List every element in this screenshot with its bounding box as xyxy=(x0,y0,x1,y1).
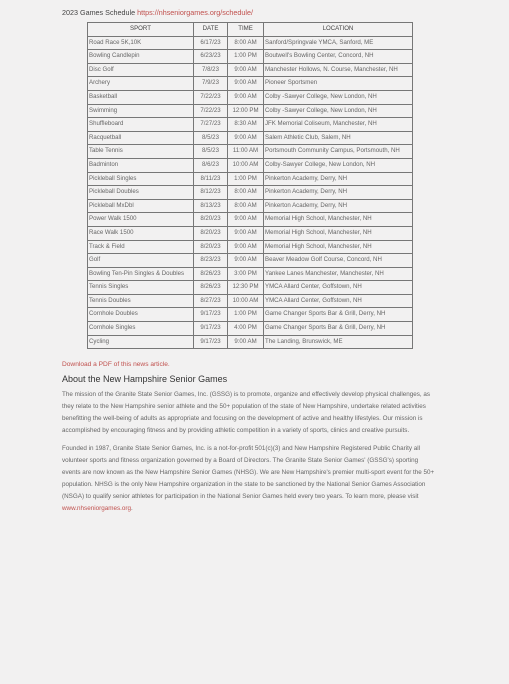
time-cell: 1:00 PM xyxy=(228,308,264,322)
sport-cell: Racquetball xyxy=(88,131,194,145)
date-cell: 8/23/23 xyxy=(194,254,228,268)
location-cell: Salem Athletic Club, Salem, NH xyxy=(264,131,413,145)
location-cell: Pioneer Sportsmen xyxy=(264,77,413,91)
about-paragraph-1: The mission of the Granite State Senior Games, Inc. (GSSG) is to promote, organize and effectively develop physical challenges, as they relate to the New Hampshire senior athlete and the 50+ population of the state of New Hampshire, undertake related activities benefitting the well-being of adults as appropriate and focusing on the development of active and healthy lifestyles. Our mission is accomplished by encouraging fitness and by providing athletic competition in a variety of sports, clinics and creative pursuits. xyxy=(62,391,431,435)
sport-cell: Table Tennis xyxy=(88,145,194,159)
table-row xyxy=(88,172,413,186)
date-cell: 8/20/23 xyxy=(194,240,228,254)
date-cell: 6/23/23 xyxy=(194,50,228,64)
sport-cell: Bowling Candlepin xyxy=(88,50,194,64)
location-cell: Portsmouth Community Campus, Portsmouth, NH xyxy=(264,145,413,159)
table-row xyxy=(88,158,413,172)
time-cell: 3:00 PM xyxy=(228,267,264,281)
sport-cell: Tennis Singles xyxy=(88,281,194,295)
column-header-sport: SPORT xyxy=(88,23,194,37)
location-cell: Memorial High School, Manchester, NH xyxy=(264,240,413,254)
location-cell: Sanford/Springvale YMCA, Sanford, ME xyxy=(264,36,413,50)
date-cell: 7/22/23 xyxy=(194,90,228,104)
column-header-location: LOCATION xyxy=(264,23,413,37)
schedule-table xyxy=(87,22,413,349)
date-cell: 7/22/23 xyxy=(194,104,228,118)
time-cell: 12:30 PM xyxy=(228,281,264,295)
location-cell: Game Changer Sports Bar & Grill, Derry, NH xyxy=(264,322,413,336)
location-cell: Colby -Sawyer College, New London, NH xyxy=(264,104,413,118)
about-paragraph-2-text: Founded in 1987, Granite State Senior Games, Inc. is a not-for-profit 501(c)(3) and New Hampshire Registered Public Charity all volunteer sports and fitness organization governed by a Board of Directors. The Granite State Senior Games' (GSSG's) sporting events are now known as the New Hampshire Senior Games (NHSG). We are New Hampshire's premier multi-sport event for the 50+ population. NHSG is the only New Hampshire organization in the state to be sanctioned by the National Senior Games Association (NSGA) to qualify senior athletes for participation in the National Senior Games held every two years. To learn more, please visit xyxy=(62,445,435,501)
date-cell: 8/5/23 xyxy=(194,131,228,145)
table-row xyxy=(88,213,413,227)
date-cell: 8/20/23 xyxy=(194,213,228,227)
location-cell: Game Changer Sports Bar & Grill, Derry, NH xyxy=(264,308,413,322)
sport-cell: Cornhole Singles xyxy=(88,322,194,336)
nhseniorgames-link[interactable]: www.nhseniorgames.org xyxy=(62,505,131,513)
table-row xyxy=(88,267,413,281)
time-cell: 10:00 AM xyxy=(228,294,264,308)
table-row xyxy=(88,77,413,91)
time-cell: 8:00 AM xyxy=(228,36,264,50)
column-header-date: DATE xyxy=(194,23,228,37)
sport-cell: Golf xyxy=(88,254,194,268)
location-cell: The Landing, Brunswick, ME xyxy=(264,335,413,349)
table-row xyxy=(88,145,413,159)
about-heading: About the New Hampshire Senior Games xyxy=(62,374,228,385)
table-row xyxy=(88,281,413,295)
sport-cell: Badminton xyxy=(88,158,194,172)
location-cell: Memorial High School, Manchester, NH xyxy=(264,226,413,240)
date-cell: 8/11/23 xyxy=(194,172,228,186)
date-cell: 9/17/23 xyxy=(194,335,228,349)
location-cell: Pinkerton Academy, Derry, NH xyxy=(264,186,413,200)
time-cell: 9:00 AM xyxy=(228,254,264,268)
sport-cell: Cycling xyxy=(88,335,194,349)
about-paragraph-2-end: . xyxy=(130,505,133,513)
table-row xyxy=(88,254,413,268)
time-cell: 4:00 PM xyxy=(228,322,264,336)
pdf-download xyxy=(62,361,509,368)
time-cell: 9:00 AM xyxy=(228,131,264,145)
sport-cell: Tennis Doubles xyxy=(88,294,194,308)
table-row xyxy=(88,240,413,254)
date-cell: 8/5/23 xyxy=(194,145,228,159)
time-cell: 8:00 AM xyxy=(228,186,264,200)
table-row xyxy=(88,63,413,77)
sport-cell: Track & Field xyxy=(88,240,194,254)
time-cell: 9:00 AM xyxy=(228,90,264,104)
date-cell: 8/20/23 xyxy=(194,226,228,240)
location-cell: Colby -Sawyer College, New London, NH xyxy=(264,90,413,104)
pdf-download-link[interactable]: Download a PDF of this news article. xyxy=(62,361,170,369)
time-cell: 9:00 AM xyxy=(228,63,264,77)
date-cell: 6/17/23 xyxy=(194,36,228,50)
table-row xyxy=(88,118,413,132)
sport-cell: Power Walk 1500 xyxy=(88,213,194,227)
sport-cell: Swimming xyxy=(88,104,194,118)
date-cell: 8/13/23 xyxy=(194,199,228,213)
table-row xyxy=(88,186,413,200)
location-cell: JFK Memorial Coliseum, Manchester, NH xyxy=(264,118,413,132)
table-row xyxy=(88,90,413,104)
date-cell: 9/17/23 xyxy=(194,322,228,336)
time-cell: 9:00 AM xyxy=(228,213,264,227)
about-paragraph-2 xyxy=(62,443,437,515)
date-cell: 8/26/23 xyxy=(194,281,228,295)
table-row xyxy=(88,50,413,64)
date-cell: 8/27/23 xyxy=(194,294,228,308)
date-cell: 8/26/23 xyxy=(194,267,228,281)
location-cell: Boutwell's Bowling Center, Concord, NH xyxy=(264,50,413,64)
date-cell: 9/17/23 xyxy=(194,308,228,322)
table-row xyxy=(88,131,413,145)
table-row xyxy=(88,335,413,349)
table-row xyxy=(88,294,413,308)
time-cell: 9:00 AM xyxy=(228,226,264,240)
location-cell: Memorial High School, Manchester, NH xyxy=(264,213,413,227)
sport-cell: Archery xyxy=(88,77,194,91)
table-row xyxy=(88,36,413,50)
location-cell: YMCA Allard Center, Goffstown, NH xyxy=(264,294,413,308)
time-cell: 10:00 AM xyxy=(228,158,264,172)
table-row xyxy=(88,104,413,118)
date-cell: 7/9/23 xyxy=(194,77,228,91)
sport-cell: Bowling Ten-Pin Singles & Doubles xyxy=(88,267,194,281)
sport-cell: Disc Golf xyxy=(88,63,194,77)
time-cell: 11:00 AM xyxy=(228,145,264,159)
date-cell: 7/8/23 xyxy=(194,63,228,77)
time-cell: 1:00 PM xyxy=(228,172,264,186)
schedule-heading xyxy=(62,8,509,22)
sport-cell: Shuffleboard xyxy=(88,118,194,132)
sport-cell: Race Walk 1500 xyxy=(88,226,194,240)
time-cell: 12:00 PM xyxy=(228,104,264,118)
time-cell: 8:30 AM xyxy=(228,118,264,132)
sport-cell: Road Race 5K,10K xyxy=(88,36,194,50)
location-cell: Colby-Sawyer College, New London, NH xyxy=(264,158,413,172)
time-cell: 9:00 AM xyxy=(228,77,264,91)
date-cell: 8/6/23 xyxy=(194,158,228,172)
schedule-link[interactable]: https://nhseniorgames.org/schedule/ xyxy=(137,8,253,17)
table-row xyxy=(88,226,413,240)
table-row xyxy=(88,199,413,213)
location-cell: Pinkerton Academy, Derry, NH xyxy=(264,172,413,186)
location-cell: YMCA Allard Center, Goffstown, NH xyxy=(264,281,413,295)
time-cell: 9:00 AM xyxy=(228,335,264,349)
time-cell: 9:00 AM xyxy=(228,240,264,254)
date-cell: 8/12/23 xyxy=(194,186,228,200)
time-cell: 8:00 AM xyxy=(228,199,264,213)
time-cell: 1:00 PM xyxy=(228,50,264,64)
location-cell: Yankee Lanes Manchester, Manchester, NH xyxy=(264,267,413,281)
sport-cell: Pickleball Singles xyxy=(88,172,194,186)
location-cell: Beaver Meadow Golf Course, Concord, NH xyxy=(264,254,413,268)
sport-cell: Pickleball MxDbl xyxy=(88,199,194,213)
sport-cell: Pickleball Doubles xyxy=(88,186,194,200)
location-cell: Pinkerton Academy, Derry, NH xyxy=(264,199,413,213)
sport-cell: Basketball xyxy=(88,90,194,104)
sport-cell: Cornhole Doubles xyxy=(88,308,194,322)
table-row xyxy=(88,322,413,336)
location-cell: Manchester Hollows, N. Course, Manchester, NH xyxy=(264,63,413,77)
table-header-row xyxy=(88,23,413,37)
column-header-time: TIME xyxy=(228,23,264,37)
schedule-title: 2023 Games Schedule xyxy=(62,8,136,17)
table-row xyxy=(88,308,413,322)
date-cell: 7/27/23 xyxy=(194,118,228,132)
